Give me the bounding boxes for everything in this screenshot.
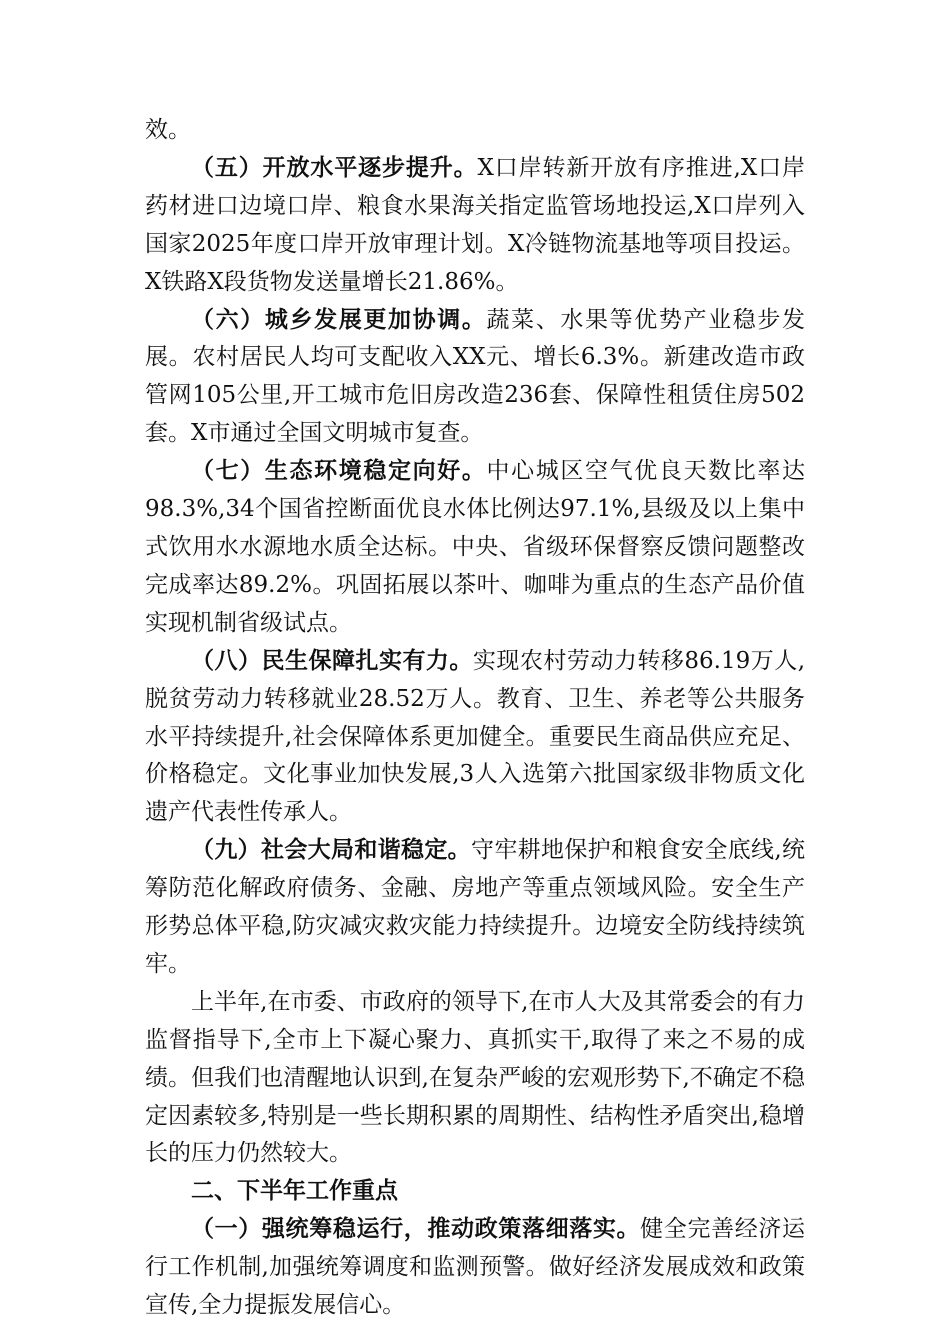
paragraph-text: 实现农村劳动力转移86.19万人,脱贫劳动力转移就业28.52万人。教育、卫生、养老等公共服务水平持续提升,社会保障体系更加健全。重要民生商品供应充足、价格稳定。文化事业加快发展,3人入选第六批国家级非物质文化遗产代表性传承人。: [145, 647, 805, 826]
paragraph-continuation: [145, 112, 805, 150]
paragraph-lead: （八）民生保障扎实有力。: [191, 647, 473, 674]
document-page: [145, 112, 805, 1325]
paragraph-closing: [145, 1211, 805, 1325]
paragraph-lead: （九）社会大局和谐稳定。: [191, 837, 472, 864]
paragraph-text: 蔬菜、水果等优势产业稳步发展。农村居民人均可支配收入XX元、增长6.3%。新建改造市政管网105公里,开工城市危旧房改造236套、保障性租赁住房502套。X市通过全国文明城市复查。: [145, 306, 805, 447]
paragraph-lead: （七）生态环境稳定向好。: [191, 458, 487, 485]
paragraph-text: 效。: [145, 117, 191, 143]
paragraph-lead: （一）强统筹稳运行，推动政策落细落实。: [191, 1216, 641, 1243]
paragraph-text: 上半年,在市委、市政府的领导下,在市人大及其常委会的有力监督指导下,全市上下凝心聚力、真抓实干,取得了来之不易的成绩。但我们也清醒地认识到,在复杂严峻的宏观形势下,不确定不稳定因素较多,特别是一些长期积累的周期性、结构性矛盾突出,稳增长的压力仍然较大。: [145, 988, 805, 1167]
paragraph-social-stability: [145, 832, 805, 984]
paragraph-summary: [145, 984, 805, 1174]
paragraph-opening-up: [145, 150, 805, 302]
paragraph-text: 中心城区空气优良天数比率达98.3%,34个国省控断面优良水体比例达97.1%,县级及以上集中式饮用水水源地水质全达标。中央、省级环保督察反馈问题整改完成率达89.2%。巩固拓展以茶叶、咖啡为重点的生态产品价值实现机制省级试点。: [145, 458, 805, 636]
section-heading: 二、下半年工作重点: [191, 1178, 398, 1205]
paragraph-text: 健全完善经济运行工作机制,加强统筹调度和监测预警。做好经济发展成效和政策宣传,全力提振发展信心。: [145, 1216, 806, 1319]
paragraph-livelihood: [145, 643, 805, 833]
paragraph-urban-rural: [145, 302, 805, 454]
paragraph-ecology: [145, 453, 805, 643]
paragraph-text: X口岸转新开放有序推进,X口岸药材进口边境口岸、粮食水果海关指定监管场地投运,X口岸列入国家2025年度口岸开放审理计划。X冷链物流基地等项目投运。X铁路X段货物发送量增长21.86%。: [145, 154, 805, 295]
paragraph-lead: （五）开放水平逐步提升。: [191, 154, 478, 181]
paragraph-text: 守牢耕地保护和粮食安全底线,统筹防范化解政府债务、金融、房地产等重点领域风险。安全生产形势总体平稳,防灾减灾救灾能力持续提升。边境安全防线持续筑牢。: [145, 837, 806, 977]
paragraph-lead: （六）城乡发展更加协调。: [191, 306, 487, 333]
